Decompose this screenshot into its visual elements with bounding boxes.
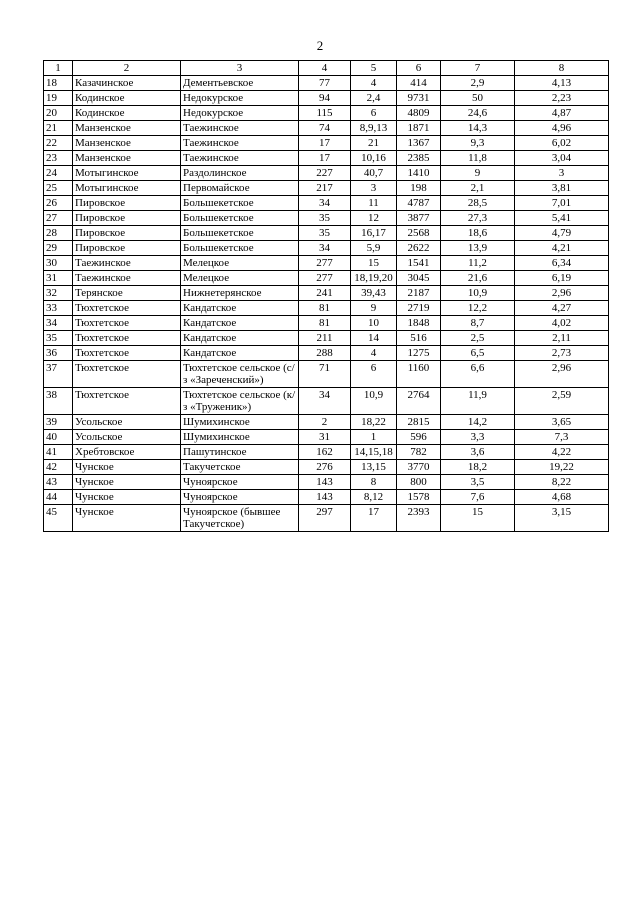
- row-number-cell: 38: [44, 388, 73, 415]
- district-cell: Хребтовское: [73, 445, 181, 460]
- table-row: [44, 226, 609, 241]
- column-header: 5: [351, 61, 397, 76]
- quarter-cell: 241: [299, 286, 351, 301]
- forestry-cell: Первомайское: [181, 181, 299, 196]
- value-cell: 6,6: [441, 361, 515, 388]
- value-cell: 2,1: [441, 181, 515, 196]
- table-row: [44, 241, 609, 256]
- parcel-cell: 10: [351, 316, 397, 331]
- row-number-cell: 21: [44, 121, 73, 136]
- volume-cell: 414: [397, 76, 441, 91]
- district-cell: Тюхтетское: [73, 361, 181, 388]
- value-cell: 12,2: [441, 301, 515, 316]
- table-row: [44, 121, 609, 136]
- table-row: [44, 196, 609, 211]
- rate-cell: 8,22: [515, 475, 609, 490]
- quarter-cell: 227: [299, 166, 351, 181]
- parcel-cell: 18,19,20: [351, 271, 397, 286]
- quarter-cell: 34: [299, 388, 351, 415]
- forestry-cell: Шумихинское: [181, 415, 299, 430]
- column-header: 4: [299, 61, 351, 76]
- parcel-cell: 4: [351, 346, 397, 361]
- value-cell: 11,9: [441, 388, 515, 415]
- parcel-cell: 3: [351, 181, 397, 196]
- rate-cell: 4,21: [515, 241, 609, 256]
- volume-cell: 782: [397, 445, 441, 460]
- district-cell: Пировское: [73, 211, 181, 226]
- column-header: 2: [73, 61, 181, 76]
- quarter-cell: 17: [299, 151, 351, 166]
- forestry-cell: Дементьевское: [181, 76, 299, 91]
- parcel-cell: 4: [351, 76, 397, 91]
- quarter-cell: 34: [299, 241, 351, 256]
- forestry-cell: Большекетское: [181, 241, 299, 256]
- value-cell: 18,6: [441, 226, 515, 241]
- table-row: [44, 331, 609, 346]
- table-row: [44, 151, 609, 166]
- parcel-cell: 40,7: [351, 166, 397, 181]
- parcel-cell: 18,22: [351, 415, 397, 430]
- table-row: [44, 505, 609, 532]
- parcel-cell: 39,43: [351, 286, 397, 301]
- parcel-cell: 21: [351, 136, 397, 151]
- rate-cell: 2,59: [515, 388, 609, 415]
- parcel-cell: 10,9: [351, 388, 397, 415]
- rate-cell: 2,96: [515, 286, 609, 301]
- quarter-cell: 81: [299, 301, 351, 316]
- district-cell: Манзенское: [73, 121, 181, 136]
- table-row: [44, 106, 609, 121]
- row-number-cell: 33: [44, 301, 73, 316]
- volume-cell: 1160: [397, 361, 441, 388]
- value-cell: 14,3: [441, 121, 515, 136]
- page-number: 2: [316, 38, 324, 53]
- forestry-cell: Таежинское: [181, 121, 299, 136]
- district-cell: Манзенское: [73, 136, 181, 151]
- quarter-cell: 217: [299, 181, 351, 196]
- row-number-cell: 34: [44, 316, 73, 331]
- forestry-cell: Раздолинское: [181, 166, 299, 181]
- parcel-cell: 11: [351, 196, 397, 211]
- quarter-cell: 288: [299, 346, 351, 361]
- quarter-cell: 35: [299, 226, 351, 241]
- value-cell: 3,5: [441, 475, 515, 490]
- quarter-cell: 35: [299, 211, 351, 226]
- value-cell: 2,9: [441, 76, 515, 91]
- forestry-cell: Нижнетерянское: [181, 286, 299, 301]
- rate-cell: 6,19: [515, 271, 609, 286]
- volume-cell: 3770: [397, 460, 441, 475]
- value-cell: 11,2: [441, 256, 515, 271]
- rate-cell: 19,22: [515, 460, 609, 475]
- row-number-cell: 25: [44, 181, 73, 196]
- forestry-cell: Большекетское: [181, 196, 299, 211]
- parcel-cell: 5,9: [351, 241, 397, 256]
- quarter-cell: 94: [299, 91, 351, 106]
- forestry-cell: Большекетское: [181, 226, 299, 241]
- quarter-cell: 115: [299, 106, 351, 121]
- rate-cell: 3,15: [515, 505, 609, 532]
- value-cell: 9: [441, 166, 515, 181]
- district-cell: Тюхтетское: [73, 301, 181, 316]
- rate-cell: 6,02: [515, 136, 609, 151]
- table-row: [44, 475, 609, 490]
- volume-cell: 2764: [397, 388, 441, 415]
- quarter-cell: 162: [299, 445, 351, 460]
- district-cell: Тюхтетское: [73, 388, 181, 415]
- forestry-cell: Большекетское: [181, 211, 299, 226]
- value-cell: 15: [441, 505, 515, 532]
- rate-cell: 5,41: [515, 211, 609, 226]
- district-cell: Мотыгинское: [73, 166, 181, 181]
- row-number-cell: 22: [44, 136, 73, 151]
- district-cell: Тюхтетское: [73, 331, 181, 346]
- value-cell: 21,6: [441, 271, 515, 286]
- quarter-cell: 277: [299, 271, 351, 286]
- row-number-cell: 24: [44, 166, 73, 181]
- volume-cell: 2815: [397, 415, 441, 430]
- table-row: [44, 460, 609, 475]
- rate-cell: 4,68: [515, 490, 609, 505]
- volume-cell: 4787: [397, 196, 441, 211]
- quarter-cell: 143: [299, 475, 351, 490]
- forestry-cell: Чуноярское: [181, 490, 299, 505]
- table-row: [44, 361, 609, 388]
- district-cell: Терянское: [73, 286, 181, 301]
- table-row: [44, 346, 609, 361]
- rate-cell: 2,96: [515, 361, 609, 388]
- district-cell: Усольское: [73, 430, 181, 445]
- value-cell: 8,7: [441, 316, 515, 331]
- table-row: [44, 415, 609, 430]
- district-cell: Кодинское: [73, 91, 181, 106]
- parcel-cell: 6: [351, 106, 397, 121]
- rate-cell: 7,3: [515, 430, 609, 445]
- row-number-cell: 29: [44, 241, 73, 256]
- row-number-cell: 31: [44, 271, 73, 286]
- rate-cell: 3,65: [515, 415, 609, 430]
- forestry-cell: Недокурское: [181, 106, 299, 121]
- table-row: [44, 430, 609, 445]
- row-number-cell: 40: [44, 430, 73, 445]
- volume-cell: 1275: [397, 346, 441, 361]
- value-cell: 24,6: [441, 106, 515, 121]
- table-row: [44, 136, 609, 151]
- district-cell: Чунское: [73, 490, 181, 505]
- forestry-cell: Пашутинское: [181, 445, 299, 460]
- volume-cell: 2568: [397, 226, 441, 241]
- table-row: [44, 166, 609, 181]
- value-cell: 3,3: [441, 430, 515, 445]
- rate-cell: 3,04: [515, 151, 609, 166]
- rate-cell: 4,79: [515, 226, 609, 241]
- value-cell: 6,5: [441, 346, 515, 361]
- forestry-cell: Мелецкое: [181, 271, 299, 286]
- rate-cell: 4,02: [515, 316, 609, 331]
- table-row: [44, 490, 609, 505]
- table-row: [44, 271, 609, 286]
- volume-cell: 1848: [397, 316, 441, 331]
- data-table: [43, 60, 609, 532]
- district-cell: Кодинское: [73, 106, 181, 121]
- value-cell: 10,9: [441, 286, 515, 301]
- volume-cell: 1578: [397, 490, 441, 505]
- quarter-cell: 74: [299, 121, 351, 136]
- volume-cell: 596: [397, 430, 441, 445]
- quarter-cell: 71: [299, 361, 351, 388]
- value-cell: 50: [441, 91, 515, 106]
- row-number-cell: 20: [44, 106, 73, 121]
- parcel-cell: 13,15: [351, 460, 397, 475]
- district-cell: Пировское: [73, 226, 181, 241]
- rate-cell: 4,27: [515, 301, 609, 316]
- row-number-cell: 30: [44, 256, 73, 271]
- rate-cell: 3,81: [515, 181, 609, 196]
- district-cell: Мотыгинское: [73, 181, 181, 196]
- row-number-cell: 28: [44, 226, 73, 241]
- parcel-cell: 14,15,18: [351, 445, 397, 460]
- table-row: [44, 211, 609, 226]
- volume-cell: 198: [397, 181, 441, 196]
- volume-cell: 1367: [397, 136, 441, 151]
- value-cell: 27,3: [441, 211, 515, 226]
- forestry-cell: Мелецкое: [181, 256, 299, 271]
- value-cell: 28,5: [441, 196, 515, 211]
- forestry-cell: Чуноярское: [181, 475, 299, 490]
- row-number-cell: 39: [44, 415, 73, 430]
- district-cell: Чунское: [73, 475, 181, 490]
- district-cell: Тюхтетское: [73, 316, 181, 331]
- value-cell: 14,2: [441, 415, 515, 430]
- parcel-cell: 12: [351, 211, 397, 226]
- row-number-cell: 27: [44, 211, 73, 226]
- parcel-cell: 16,17: [351, 226, 397, 241]
- rate-cell: 2,73: [515, 346, 609, 361]
- rate-cell: 2,23: [515, 91, 609, 106]
- forestry-cell: Тюхтетское сельское (к/з «Труженик»): [181, 388, 299, 415]
- parcel-cell: 17: [351, 505, 397, 532]
- rate-cell: 2,11: [515, 331, 609, 346]
- quarter-cell: 81: [299, 316, 351, 331]
- column-header: 1: [44, 61, 73, 76]
- row-number-cell: 35: [44, 331, 73, 346]
- column-header: 3: [181, 61, 299, 76]
- table-row: [44, 286, 609, 301]
- quarter-cell: 143: [299, 490, 351, 505]
- volume-cell: 1541: [397, 256, 441, 271]
- forestry-cell: Тюхтетское сельское (с/з «Зареченский»): [181, 361, 299, 388]
- district-cell: Манзенское: [73, 151, 181, 166]
- column-header: 7: [441, 61, 515, 76]
- volume-cell: 2622: [397, 241, 441, 256]
- table-row: [44, 181, 609, 196]
- row-number-cell: 45: [44, 505, 73, 532]
- volume-cell: 1871: [397, 121, 441, 136]
- volume-cell: 800: [397, 475, 441, 490]
- district-cell: Таежинское: [73, 271, 181, 286]
- volume-cell: 2385: [397, 151, 441, 166]
- quarter-cell: 31: [299, 430, 351, 445]
- parcel-cell: 6: [351, 361, 397, 388]
- forestry-cell: Чуноярское (бывшее Такучетское): [181, 505, 299, 532]
- volume-cell: 2187: [397, 286, 441, 301]
- quarter-cell: 211: [299, 331, 351, 346]
- quarter-cell: 17: [299, 136, 351, 151]
- value-cell: 18,2: [441, 460, 515, 475]
- volume-cell: 4809: [397, 106, 441, 121]
- forestry-cell: Таежинское: [181, 136, 299, 151]
- forestry-cell: Кандатское: [181, 346, 299, 361]
- table-row: [44, 316, 609, 331]
- table-row: [44, 388, 609, 415]
- district-cell: Таежинское: [73, 256, 181, 271]
- row-number-cell: 32: [44, 286, 73, 301]
- parcel-cell: 9: [351, 301, 397, 316]
- district-cell: Пировское: [73, 196, 181, 211]
- parcel-cell: 8,12: [351, 490, 397, 505]
- rate-cell: 6,34: [515, 256, 609, 271]
- column-header: 8: [515, 61, 609, 76]
- row-number-cell: 26: [44, 196, 73, 211]
- column-header: 6: [397, 61, 441, 76]
- rate-cell: 3: [515, 166, 609, 181]
- value-cell: 2,5: [441, 331, 515, 346]
- rate-cell: 4,13: [515, 76, 609, 91]
- row-number-cell: 23: [44, 151, 73, 166]
- rate-cell: 7,01: [515, 196, 609, 211]
- row-number-cell: 44: [44, 490, 73, 505]
- parcel-cell: 10,16: [351, 151, 397, 166]
- district-cell: Чунское: [73, 460, 181, 475]
- row-number-cell: 42: [44, 460, 73, 475]
- table-row: [44, 91, 609, 106]
- district-cell: Казачинское: [73, 76, 181, 91]
- value-cell: 3,6: [441, 445, 515, 460]
- quarter-cell: 276: [299, 460, 351, 475]
- volume-cell: 9731: [397, 91, 441, 106]
- rate-cell: 4,96: [515, 121, 609, 136]
- value-cell: 7,6: [441, 490, 515, 505]
- district-cell: Чунское: [73, 505, 181, 532]
- parcel-cell: 8,9,13: [351, 121, 397, 136]
- row-number-cell: 18: [44, 76, 73, 91]
- quarter-cell: 77: [299, 76, 351, 91]
- volume-cell: 2393: [397, 505, 441, 532]
- table-row: [44, 76, 609, 91]
- quarter-cell: 2: [299, 415, 351, 430]
- forestry-cell: Кандатское: [181, 301, 299, 316]
- row-number-cell: 19: [44, 91, 73, 106]
- value-cell: 11,8: [441, 151, 515, 166]
- parcel-cell: 1: [351, 430, 397, 445]
- forestry-cell: Таежинское: [181, 151, 299, 166]
- district-cell: Тюхтетское: [73, 346, 181, 361]
- forestry-cell: Шумихинское: [181, 430, 299, 445]
- forestry-cell: Кандатское: [181, 331, 299, 346]
- forestry-cell: Недокурское: [181, 91, 299, 106]
- parcel-cell: 14: [351, 331, 397, 346]
- volume-cell: 3877: [397, 211, 441, 226]
- value-cell: 13,9: [441, 241, 515, 256]
- parcel-cell: 15: [351, 256, 397, 271]
- row-number-cell: 43: [44, 475, 73, 490]
- row-number-cell: 37: [44, 361, 73, 388]
- rate-cell: 4,87: [515, 106, 609, 121]
- row-number-cell: 36: [44, 346, 73, 361]
- parcel-cell: 8: [351, 475, 397, 490]
- table-header-row: [44, 61, 609, 76]
- table-row: [44, 445, 609, 460]
- parcel-cell: 2,4: [351, 91, 397, 106]
- quarter-cell: 34: [299, 196, 351, 211]
- quarter-cell: 277: [299, 256, 351, 271]
- district-cell: Пировское: [73, 241, 181, 256]
- table-row: [44, 301, 609, 316]
- table-row: [44, 256, 609, 271]
- value-cell: 9,3: [441, 136, 515, 151]
- rate-cell: 4,22: [515, 445, 609, 460]
- forestry-cell: Такучетское: [181, 460, 299, 475]
- forestry-cell: Кандатское: [181, 316, 299, 331]
- row-number-cell: 41: [44, 445, 73, 460]
- quarter-cell: 297: [299, 505, 351, 532]
- volume-cell: 516: [397, 331, 441, 346]
- volume-cell: 3045: [397, 271, 441, 286]
- volume-cell: 1410: [397, 166, 441, 181]
- volume-cell: 2719: [397, 301, 441, 316]
- district-cell: Усольское: [73, 415, 181, 430]
